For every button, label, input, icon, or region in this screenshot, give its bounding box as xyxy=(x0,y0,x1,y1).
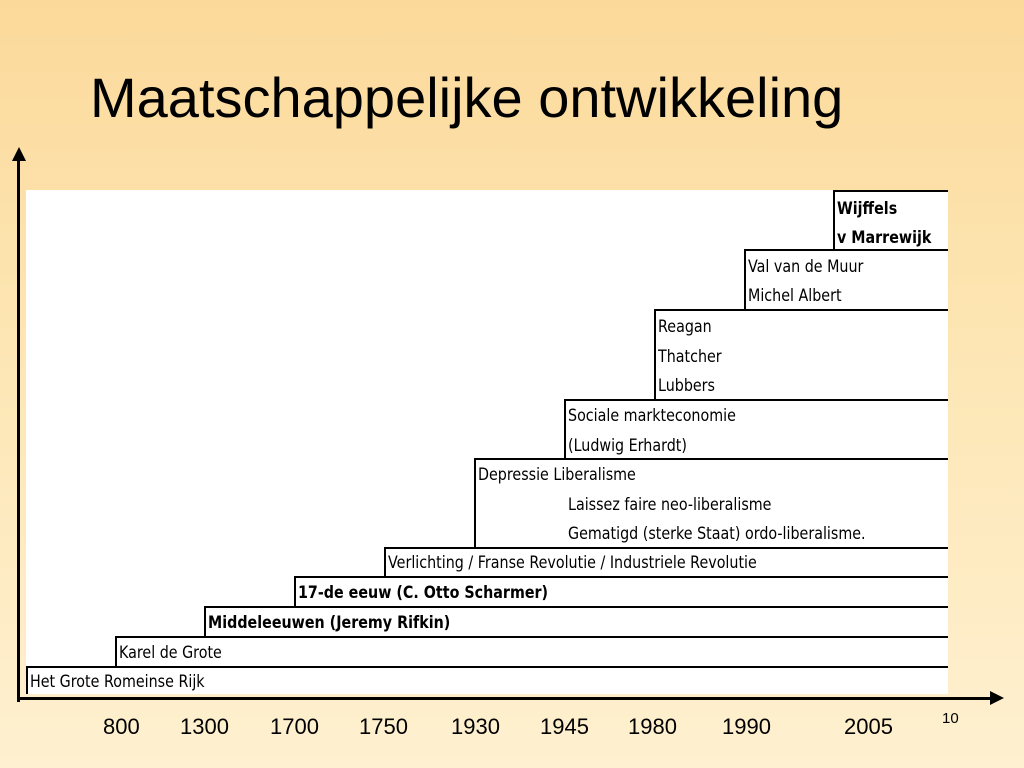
timeline-step-karel-de-grote xyxy=(115,636,948,666)
page-number: 10 xyxy=(942,710,959,727)
arrow-up-icon xyxy=(12,147,26,161)
step-label: Sociale markteconomie xyxy=(568,406,736,426)
step-label: Het Grote Romeinse Rijk xyxy=(30,672,205,692)
step-label: v Marrewijk xyxy=(837,228,932,248)
year-label: 1300 xyxy=(180,714,229,739)
timeline-board xyxy=(26,190,948,694)
timeline-step-wijffels xyxy=(833,190,948,249)
step-label: Michel Albert xyxy=(748,286,842,306)
step-label: Depressie Liberalisme xyxy=(478,465,636,485)
year-label: 1750 xyxy=(359,714,408,739)
arrow-right-icon xyxy=(990,691,1004,705)
year-label: 1700 xyxy=(270,714,319,739)
step-label: (Ludwig Erhardt) xyxy=(568,436,687,456)
timeline-step-verlichting xyxy=(384,547,948,576)
horizontal-axis xyxy=(17,697,992,700)
step-label: Val van de Muur xyxy=(748,257,864,277)
step-label: Verlichting / Franse Revolutie / Industriele Revolutie xyxy=(388,553,757,573)
step-label: Laissez faire neo-liberalisme xyxy=(568,495,772,515)
timeline-step-middeleeuwen xyxy=(204,606,948,636)
timeline-step-reagan-thatcher-lubbers xyxy=(654,309,948,399)
year-label: 1930 xyxy=(451,714,500,739)
step-label: Lubbers xyxy=(658,376,715,396)
step-label: Reagan xyxy=(658,317,712,337)
timeline-step-sociale-markteconomie xyxy=(564,399,948,458)
timeline-step-17de-eeuw xyxy=(294,576,948,606)
year-label: 1945 xyxy=(540,714,589,739)
step-label: Karel de Grote xyxy=(119,643,222,663)
year-label: 800 xyxy=(103,714,140,739)
step-label: Wijffels xyxy=(837,199,898,219)
year-label: 1990 xyxy=(722,714,771,739)
year-label: 2005 xyxy=(844,714,893,739)
timeline-step-val-van-de-muur xyxy=(744,249,948,309)
year-label: 1980 xyxy=(628,714,677,739)
slide-title: Maatschappelijke ontwikkeling xyxy=(90,66,844,129)
timeline-step-depressie-liberalisme xyxy=(474,458,948,547)
step-label: 17-de eeuw (C. Otto Scharmer) xyxy=(298,583,549,603)
vertical-axis xyxy=(17,158,20,702)
step-label: Middeleeuwen (Jeremy Rifkin) xyxy=(208,613,451,633)
step-label: Gematigd (sterke Staat) ordo-liberalisme. xyxy=(568,524,866,544)
timeline-step-roman-empire xyxy=(26,666,948,694)
step-label: Thatcher xyxy=(658,347,722,367)
